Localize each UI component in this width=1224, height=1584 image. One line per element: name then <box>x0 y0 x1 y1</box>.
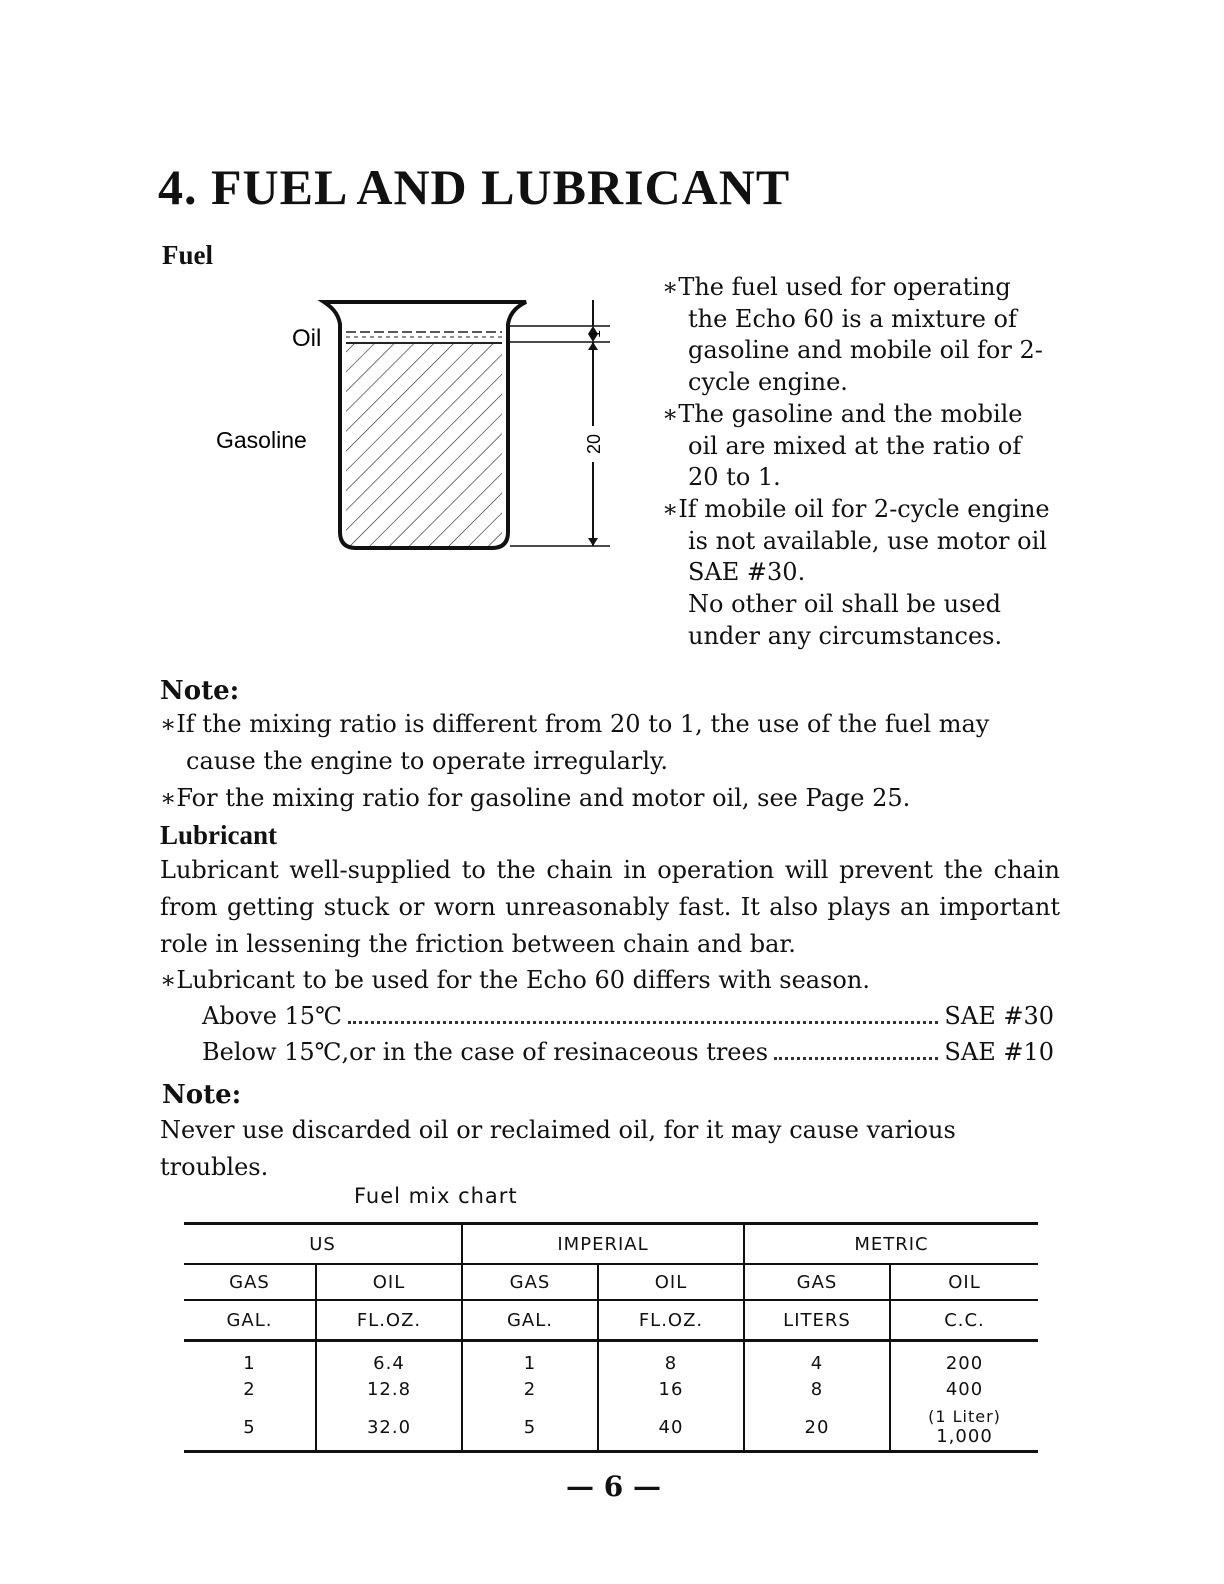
table-cell: 6.4 <box>316 1341 462 1375</box>
table-row <box>184 1404 1038 1452</box>
table-cell: 1 <box>184 1341 316 1375</box>
table-cell: 12.8 <box>316 1374 462 1404</box>
lubricant-heading: Lubricant <box>160 820 278 850</box>
table-group-header <box>184 1224 1038 1265</box>
fuel-bullet-list <box>662 272 1052 652</box>
unit-header: FL.OZ. <box>316 1300 462 1341</box>
column-header: GAS <box>744 1264 890 1300</box>
column-header: OIL <box>598 1264 744 1300</box>
column-header: GAS <box>462 1264 598 1300</box>
column-header: OIL <box>890 1264 1038 1300</box>
oil-label: Oil <box>292 325 322 352</box>
fuel-heading: Fuel <box>162 240 213 270</box>
note-list <box>160 706 1060 817</box>
table-cell: 20 <box>744 1404 890 1452</box>
liter-note: (1 Liter) <box>928 1406 1001 1426</box>
lubricant-condition: Below 15℃,or in the case of resinaceous trees <box>202 1038 769 1066</box>
fuel-bullet-continuation: No other oil shall be used under any circumstances. <box>688 590 1003 650</box>
oil-layer <box>346 328 502 342</box>
fuel-bullet: ∗The gasoline and the mobile oil are mixed at the ratio of 20 to 1. <box>662 399 1023 492</box>
note-heading: Note: <box>160 676 240 706</box>
gasoline-label: Gasoline <box>216 427 307 453</box>
lubricant-row <box>202 1002 1054 1031</box>
lubricant-row <box>202 1038 1054 1067</box>
table-cell: 8 <box>598 1341 744 1375</box>
note-heading: Note: <box>162 1080 242 1110</box>
table-cell: 8 <box>744 1374 890 1404</box>
table-cell: 5 <box>462 1404 598 1452</box>
unit-header: GAL. <box>462 1300 598 1341</box>
table-cell-liter <box>890 1404 1038 1452</box>
table-cell-value: 1,000 <box>936 1425 993 1447</box>
table-cell: 2 <box>243 1378 256 1400</box>
unit-header: C.C. <box>890 1300 1038 1341</box>
fuel-bullet: ∗If mobile oil for 2-cycle engine is not available, use motor oil SAE #30. <box>662 494 1050 587</box>
gasoline-fill <box>346 344 502 546</box>
unit-header: LITERS <box>744 1300 890 1341</box>
note-body: Never use discarded oil or reclaimed oil, for it may cause various troubles. <box>160 1116 956 1181</box>
fuel-bullet: ∗The fuel used for operating the Echo 60 is a mixture of gasoline and mobile oil for 2-cycle engine. <box>662 273 1043 397</box>
column-header: OIL <box>316 1264 462 1300</box>
fuel-mix-diagram <box>180 280 640 570</box>
table-cell: 5 <box>184 1404 316 1452</box>
note-item: ∗For the mixing ratio for gasoline and motor oil, see Page 25. <box>160 784 911 812</box>
lubricant-season-intro: ∗Lubricant to be used for the Echo 60 differs with season. <box>160 966 870 994</box>
unit-header: GAL. <box>184 1300 316 1341</box>
table-cell: 16 <box>598 1374 744 1404</box>
lubricant-oil: SAE #30 <box>944 1002 1054 1030</box>
note-item: ∗If the mixing ratio is different from 20 to 1, the use of the fuel may cause the engine to operate irregularly. <box>160 710 990 775</box>
lubricant-oil: SAE #10 <box>944 1038 1054 1066</box>
table-cell: 32.0 <box>316 1404 462 1452</box>
table-cell: 2 <box>462 1374 598 1404</box>
table-row <box>184 1374 1038 1404</box>
table-cell: 4 <box>744 1341 890 1375</box>
table-cell: 200 <box>890 1341 1038 1375</box>
fuel-mix-table <box>184 1222 1038 1453</box>
table-units-row <box>184 1300 1038 1341</box>
leader-dots <box>348 1021 939 1024</box>
oil-part-label: 1 <box>587 330 603 338</box>
table-cell: 1 <box>462 1341 598 1375</box>
group-metric: METRIC <box>744 1224 1038 1265</box>
page-title: 4. FUEL AND LUBRICANT <box>158 159 791 215</box>
chart-title: Fuel mix chart <box>354 1184 518 1208</box>
lubricant-condition: Above 15℃ <box>202 1002 342 1030</box>
page-number: — 6 — <box>566 1470 661 1503</box>
table-cell: 400 <box>890 1374 1038 1404</box>
gas-part-label: 20 <box>584 433 604 455</box>
lubricant-body <box>160 852 1060 963</box>
unit-header: FL.OZ. <box>598 1300 744 1341</box>
leader-dots <box>774 1057 938 1060</box>
column-header: GAS <box>184 1264 316 1300</box>
table-cell: 40 <box>598 1404 744 1452</box>
table-row <box>184 1341 1038 1375</box>
group-imperial: IMPERIAL <box>462 1224 744 1265</box>
lubricant-paragraph: Lubricant well-supplied to the chain in operation will prevent the chain from getting stuck or worn unreasonably fast. It also plays an important role in lessening the friction between chain and bar. <box>160 856 1060 958</box>
group-us: US <box>184 1224 462 1265</box>
table-subheader <box>184 1264 1038 1300</box>
